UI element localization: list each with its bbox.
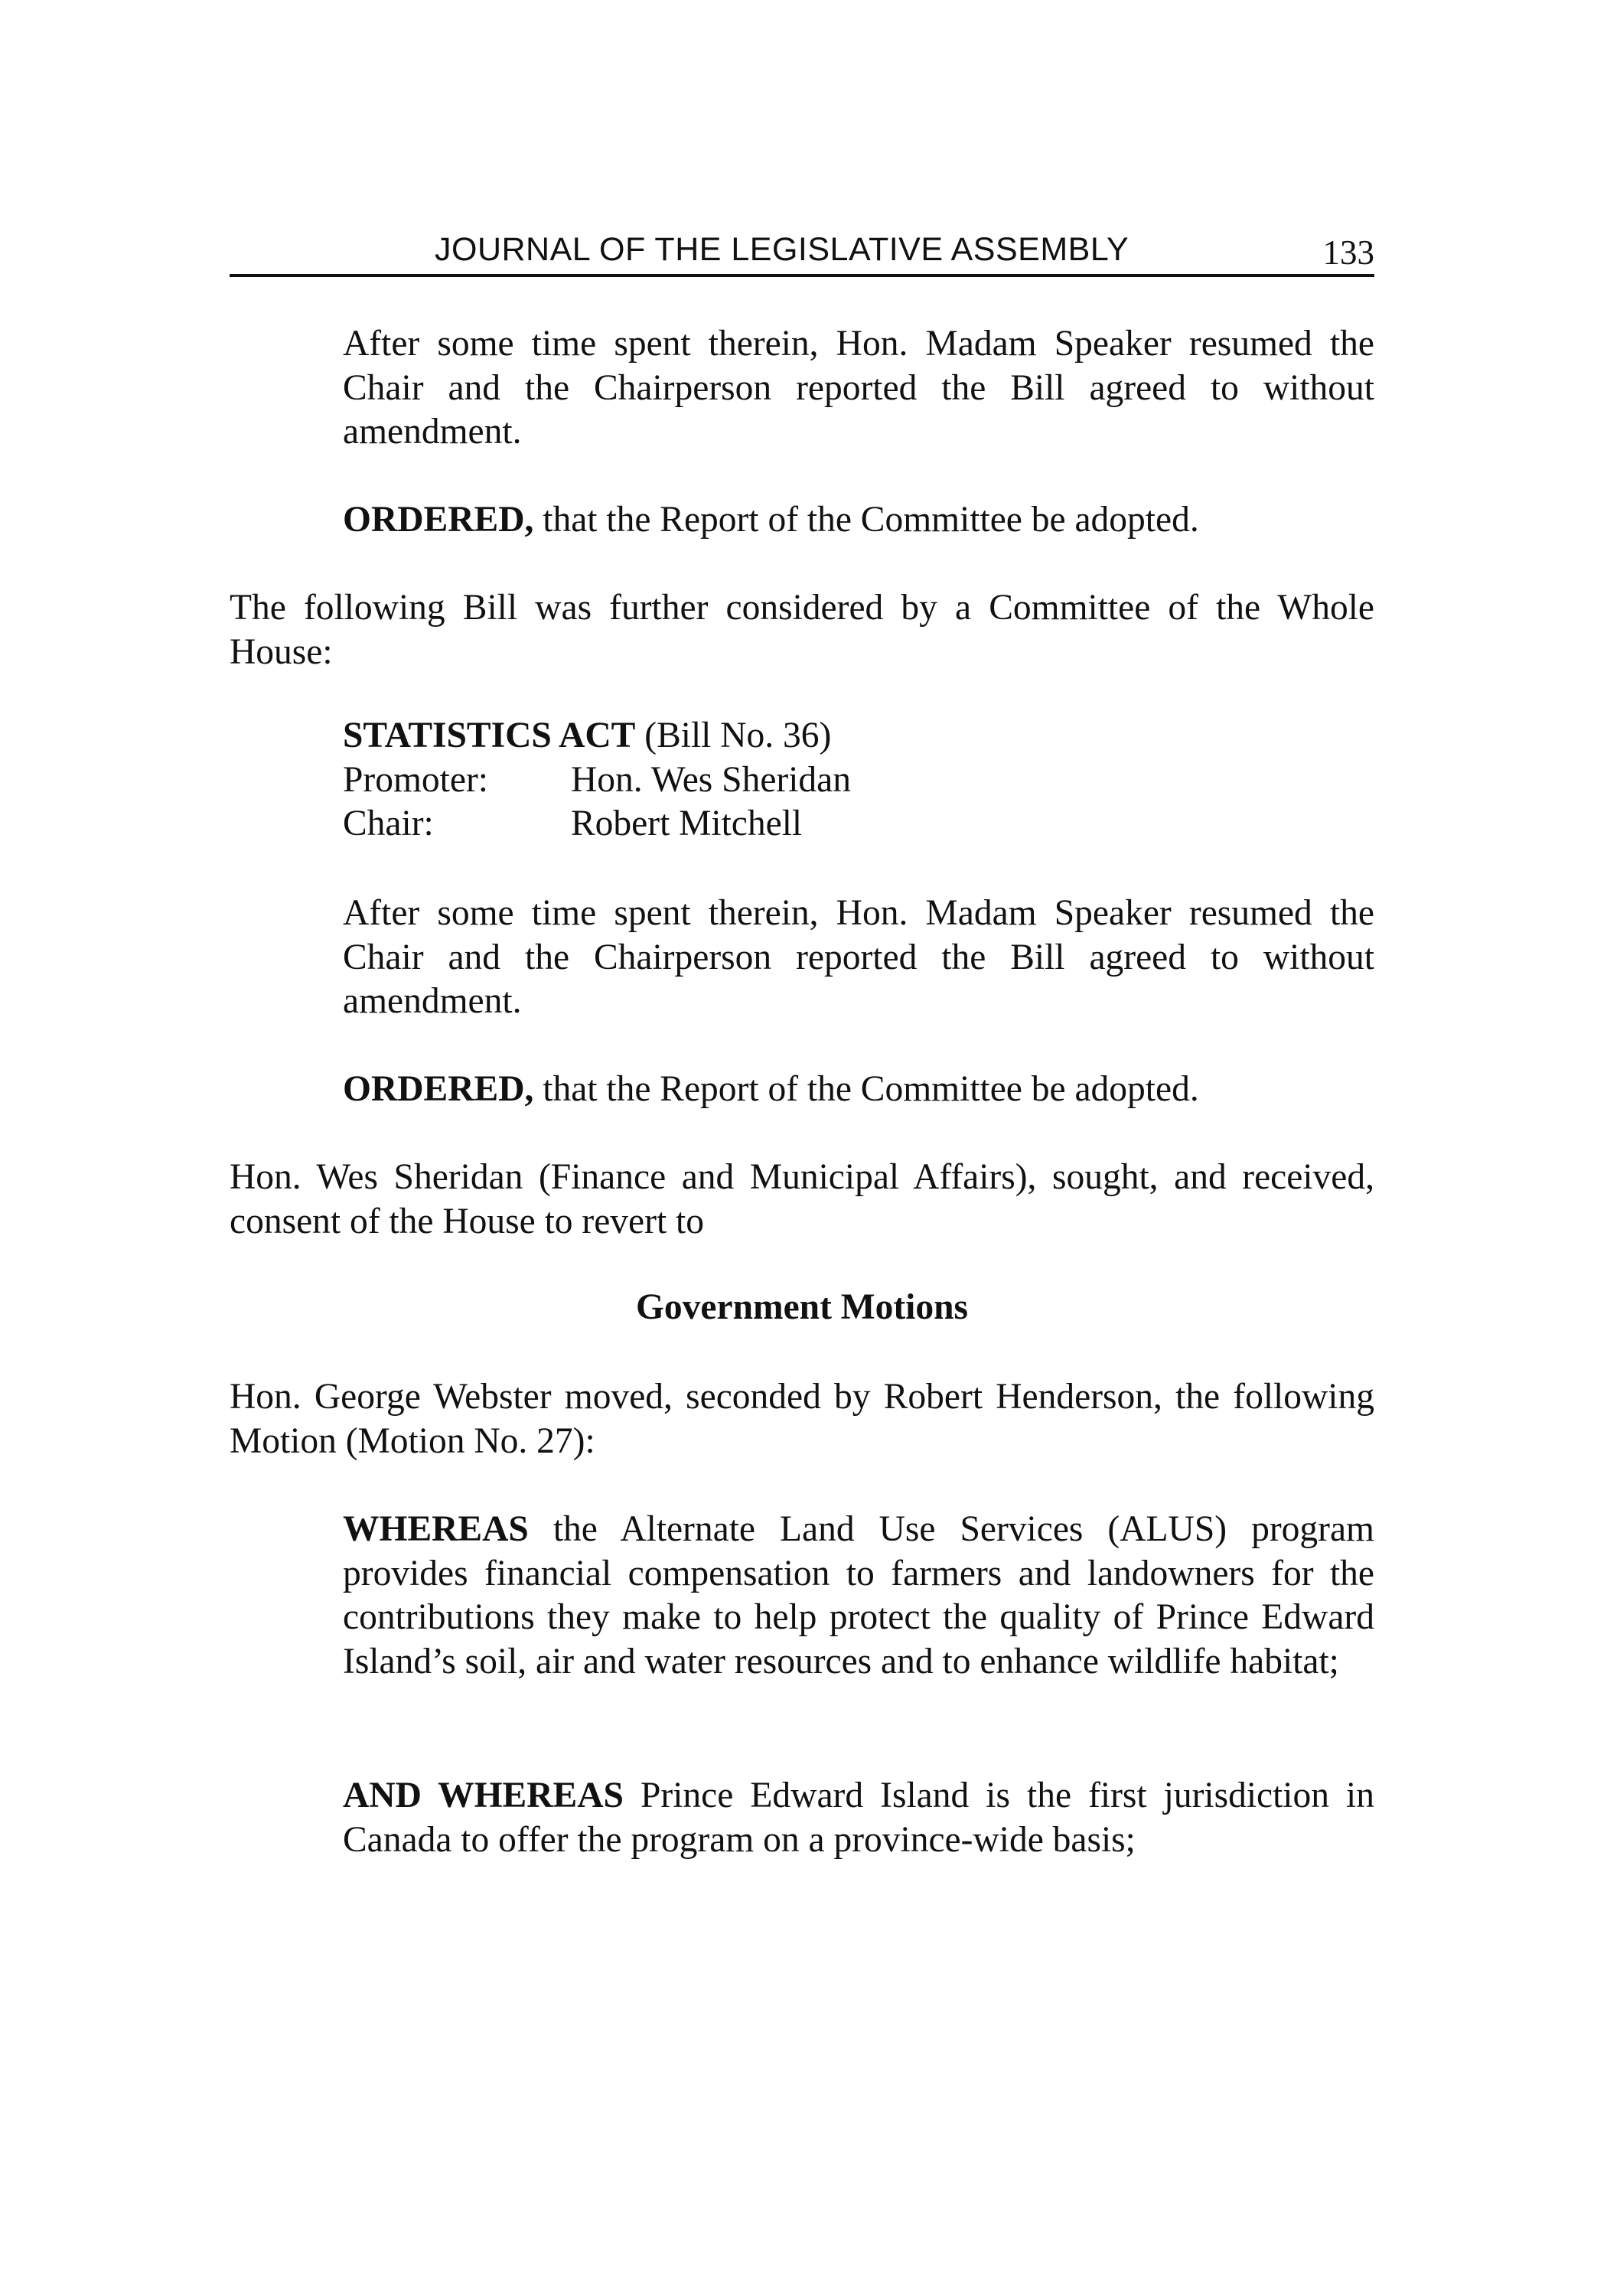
motion-intro-paragraph: Hon. George Webster moved, seconded by Robert Henderson, the following Motion (Motion No. 27):	[230, 1377, 1374, 1461]
committee-report-paragraph-1: After some time spent therein, Hon. Madam Speaker resumed the Chair and the Chairperson reported the Bill agreed to without amendment.	[343, 324, 1374, 452]
bill-details	[343, 714, 1374, 846]
chair-label: Chair:	[343, 804, 434, 843]
page-header	[230, 227, 1374, 277]
bill-chair-row	[343, 802, 1374, 846]
ordered-label: ORDERED,	[343, 500, 534, 540]
bill-consideration-paragraph: The following Bill was further considered by a Committee of the Whole House:	[230, 588, 1374, 672]
ordered-text: that the Report of the Committee be adopted.	[533, 1069, 1199, 1109]
whereas-text: the Alternate Land Use Services (ALUS) program provides financial compensation to farmers and landowners for the contributions they make to help protect the quality of Prince Edward Island’s soil, air and water resources and to enhance wildlife habitat;	[343, 1509, 1374, 1681]
whereas-label: WHEREAS	[343, 1509, 529, 1549]
chair-value: Robert Mitchell	[571, 804, 803, 843]
ordered-paragraph-1	[343, 498, 1374, 543]
promoter-value: Hon. Wes Sheridan	[571, 759, 852, 800]
whereas-clause-2	[343, 1774, 1374, 1862]
bill-promoter-row	[343, 758, 1374, 803]
promoter-label: Promoter:	[343, 759, 488, 800]
ordered-text: that the Report of the Committee be adopted.	[533, 500, 1199, 540]
revert-consent-paragraph: Hon. Wes Sheridan (Finance and Municipal Affairs), sought, and received, consent of the House to revert to	[230, 1157, 1374, 1241]
bill-name: STATISTICS ACT	[343, 716, 636, 755]
ordered-paragraph-2	[343, 1068, 1374, 1112]
section-heading: Government Motions	[635, 1287, 969, 1327]
page-number: 133	[1322, 233, 1374, 272]
whereas-text: Prince Edward Island is the first jurisdiction in Canada to offer the program on a province-wide basis;	[343, 1776, 1374, 1860]
bill-number: (Bill No. 36)	[635, 716, 832, 755]
and-whereas-label: AND WHEREAS	[343, 1776, 624, 1815]
committee-report-paragraph-2: After some time spent therein, Hon. Madam Speaker resumed the Chair and the Chairperson reported the Bill agreed to without amendment.	[343, 893, 1374, 1021]
ordered-label: ORDERED,	[343, 1069, 534, 1109]
bill-title	[343, 714, 1374, 758]
whereas-clause-1	[343, 1508, 1374, 1684]
header-title: JOURNAL OF THE LEGISLATIVE ASSEMBLY	[435, 231, 1129, 268]
